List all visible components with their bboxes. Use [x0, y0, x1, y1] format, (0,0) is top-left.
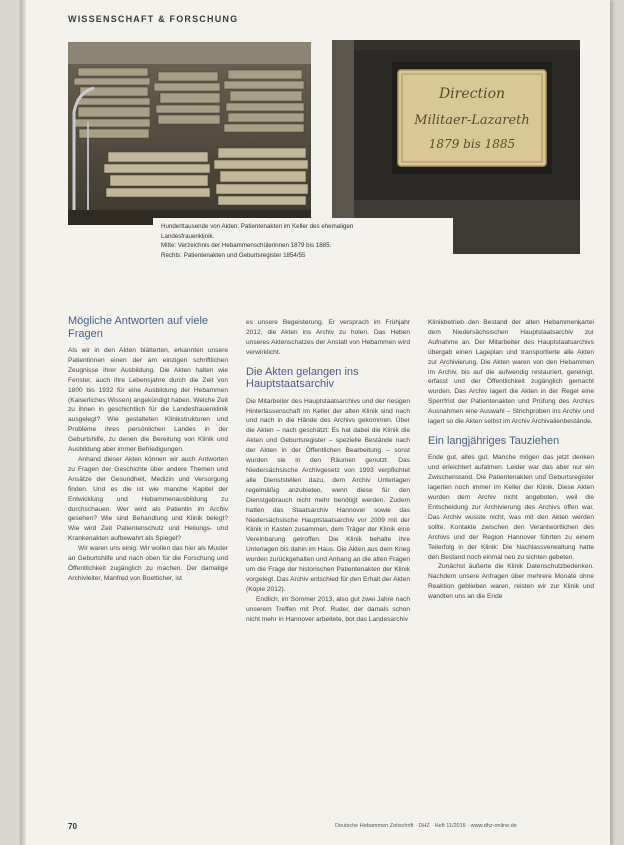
paragraph: Ende gut, alles gut. Manche mögen das jetzt denken und erleichtert aufatmen. Leider war das aber nur ein Zwischenstand. Die Patientenakten und Geburtsregister lagerten noch immer im Keller der Klinik. Diese Akten wurden dem Archiv nicht angeboten, weil die Entscheidung zur Archivierung des Archivs offen war. Das Archiv wusste nicht, was mit den Akten werden sollte. Kontakte zwischen den Verantwortlichen des Archivs und der Region Hannover führten zu einem Teilerfolg in der Klinik: Die Nachlassverwaltung hatte den Bestand noch einmal neu zu sichten gebeten. [428, 454, 594, 561]
caption-line: Landesfrauenklinik. [161, 232, 215, 240]
paragraph: Klinikbetrieb den Bestand der alten Hebammenkartei dem Niedersächsischen Hauptstaatsarchiv zur Aufnahme an. Der Mitarbeiter des Hauptstaatsarchivs übergab einen Lageplan und transportierte alle Akten zur Archivierung. Die Akten waren von den Hebammen im Archiv, bis auf die aufwendig restauriert, gereinigt, erfasst und der Öffentlichkeit zugänglich gemacht wurden. Das Archiv lagert die Akten in der Regel eine Sperrfrist der Patientenakten und Prüfung des Archivs Ausnahmen eine Auswahl – Strichproben ins Archiv und lagert so die Akten selbst im Archiv Archivalienbestände. [428, 319, 594, 426]
text-column-2 [246, 318, 410, 624]
paragraph: Anhand dieser Akten können wir auch Antworten zu Fragen der Geschichte über andere Themen und Ansätze der Gesundheit, Medizin und Versorgung finden. Und es die ist wie manche Kapitel der Entwicklung und Hebammenausbildung zu durchschauen. Wer wird als Patientin im Archiv gesehen? Wie sind Behandlung und Klinik belegt? Wie wird Zeit Patientenschutz und Heilungs- und Krankenakten aufbewahrt als Spiegel? [68, 455, 228, 543]
caption-line: Rechts: Patientenakten und Geburtsregister 1854/55 [161, 251, 306, 259]
paragraph: Die Mitarbeiter des Hauptstaatsarchivs und der riesigen Hinterlassenschaft im Keller der alten Klinik sind nach und nach in die Hände des Archivs gekommen. Über die Akten – nach geschätzt: Es hat dabei die Klinik die Akten und Geburtsregister – spezielle Bestände nach der Akten in der Öffentlichen Bearbeitung – sonst wurden sie in den Räumen genutzt. Das Niedersächsische Archivgesetz von 1993 verpflichtet alle Dienststellen dazu, dem Archiv Unterlagen regelmäßig anzubieten, wenn diese für den Dienstgebrauch nicht mehr benötigt werden. Zudem hatten das Staatsarchiv Hannover sowie das Niedersächsische Hauptstaatsarchiv vor 2009 mit der Klinik in Kasten zusammen, dem Träger der Klinik eine Vereinbarung getroffen. Die Klinik behalte ihre Unterlagen bis dahin im Haus. Die Akten aus dem Krieg wurden zurückgehalten und Anhang an die alten Fragen um die Frage der historischen Patientenakten der Klinik vorgelegt. Das Archiv entschied für den Erhalt der Akten (Kopie 2012). [246, 397, 410, 593]
magazine-page [20, 0, 610, 845]
paragraph: Zunächst äußerte die Klinik Datenschutzbedenken. Nachdem unsere Anfragen über mehrere Monate ohne Reaktion geblieben waren, reisten wir zur Klinik und wandten uns an die Ende [428, 563, 594, 601]
files-stack-image [68, 42, 311, 225]
text-column-3 [428, 318, 594, 602]
page-number: 70 [68, 822, 77, 831]
page-spine [20, 0, 26, 845]
footer-text: Deutsche Hebammen Zeitschrift · DHZ · Heft 11/2016 · www.dhz-online.de [335, 823, 517, 829]
photo-caption [153, 218, 453, 266]
paragraph: Als wir in den Akten blätterten, erkannten unsere Patientinnen einen der am einzigen schriftlichen Zeugnisse ihrer Ausbildung. Die Akten halten wie Fenster, auch ihre Lebensjahre durch die Zeit von 1800 bis 1932 für eine Ausbildung der Hebammen (Kaiserliches Wissen) angekündigt haben. Welche Zeit zu ihnen in geschichtlich für die Landesfrauenklinik ausgelegt? Wie gestalteten Klinikstrukturen und Probleme ihres persönlichen Landes in der Geburtshilfe, zu denen die Bereitung von Klinik und Ausbildung aber immer Befriedigungen. [68, 347, 228, 454]
subheading-antworten: Mögliche Antworten auf viele Fragen [68, 315, 209, 340]
caption-line: Mitte: Verzeichnis der Hebammenschülerinnen 1879 bis 1885. [161, 242, 332, 250]
folder-label-line-3: 1879 bis 1885 [428, 137, 516, 151]
caption-line: Hunderttausende von Akten: Patientenakten im Keller des ehemaligen [161, 223, 354, 230]
subheading-hauptstaatsarchiv: Die Akten gelangen ins Hauptstaatsarchiv [246, 365, 359, 391]
paragraph: Endlich, im Sommer 2013, also gut zwei Jahre nach unserem Treffen mit Prof. Ruder, der damals schon nicht mehr in Hannover arbeitete, bot das Landesarchiv [246, 595, 410, 623]
text-column-1 [68, 315, 228, 584]
folder-label-line-2: Militaer-Lazareth [414, 113, 530, 128]
paragraph: es unsere Begeisterung. Er versprach im Frühjahr 2012, die Akten ins Archiv zu holen. Das Heben unseres Aktenschatzes der Anstalt von Hebammen wird verwirklicht. [246, 319, 410, 356]
section-header: WISSENSCHAFT & FORSCHUNG [68, 14, 239, 24]
folder-label-line-1: Direction [438, 86, 506, 102]
archive-photo-left [68, 42, 311, 225]
paragraph: Wir waren uns einig: Wir wollen das hier als Muster an Geburtshilfe und nach oben für die Forschung und Öffentlichkeit zugänglich zu machen. Der damalige Archivleiter, Manfred von Boetticher, ist [68, 545, 228, 582]
subheading-tauziehen: Ein langjähriges Tauziehen [428, 434, 560, 447]
